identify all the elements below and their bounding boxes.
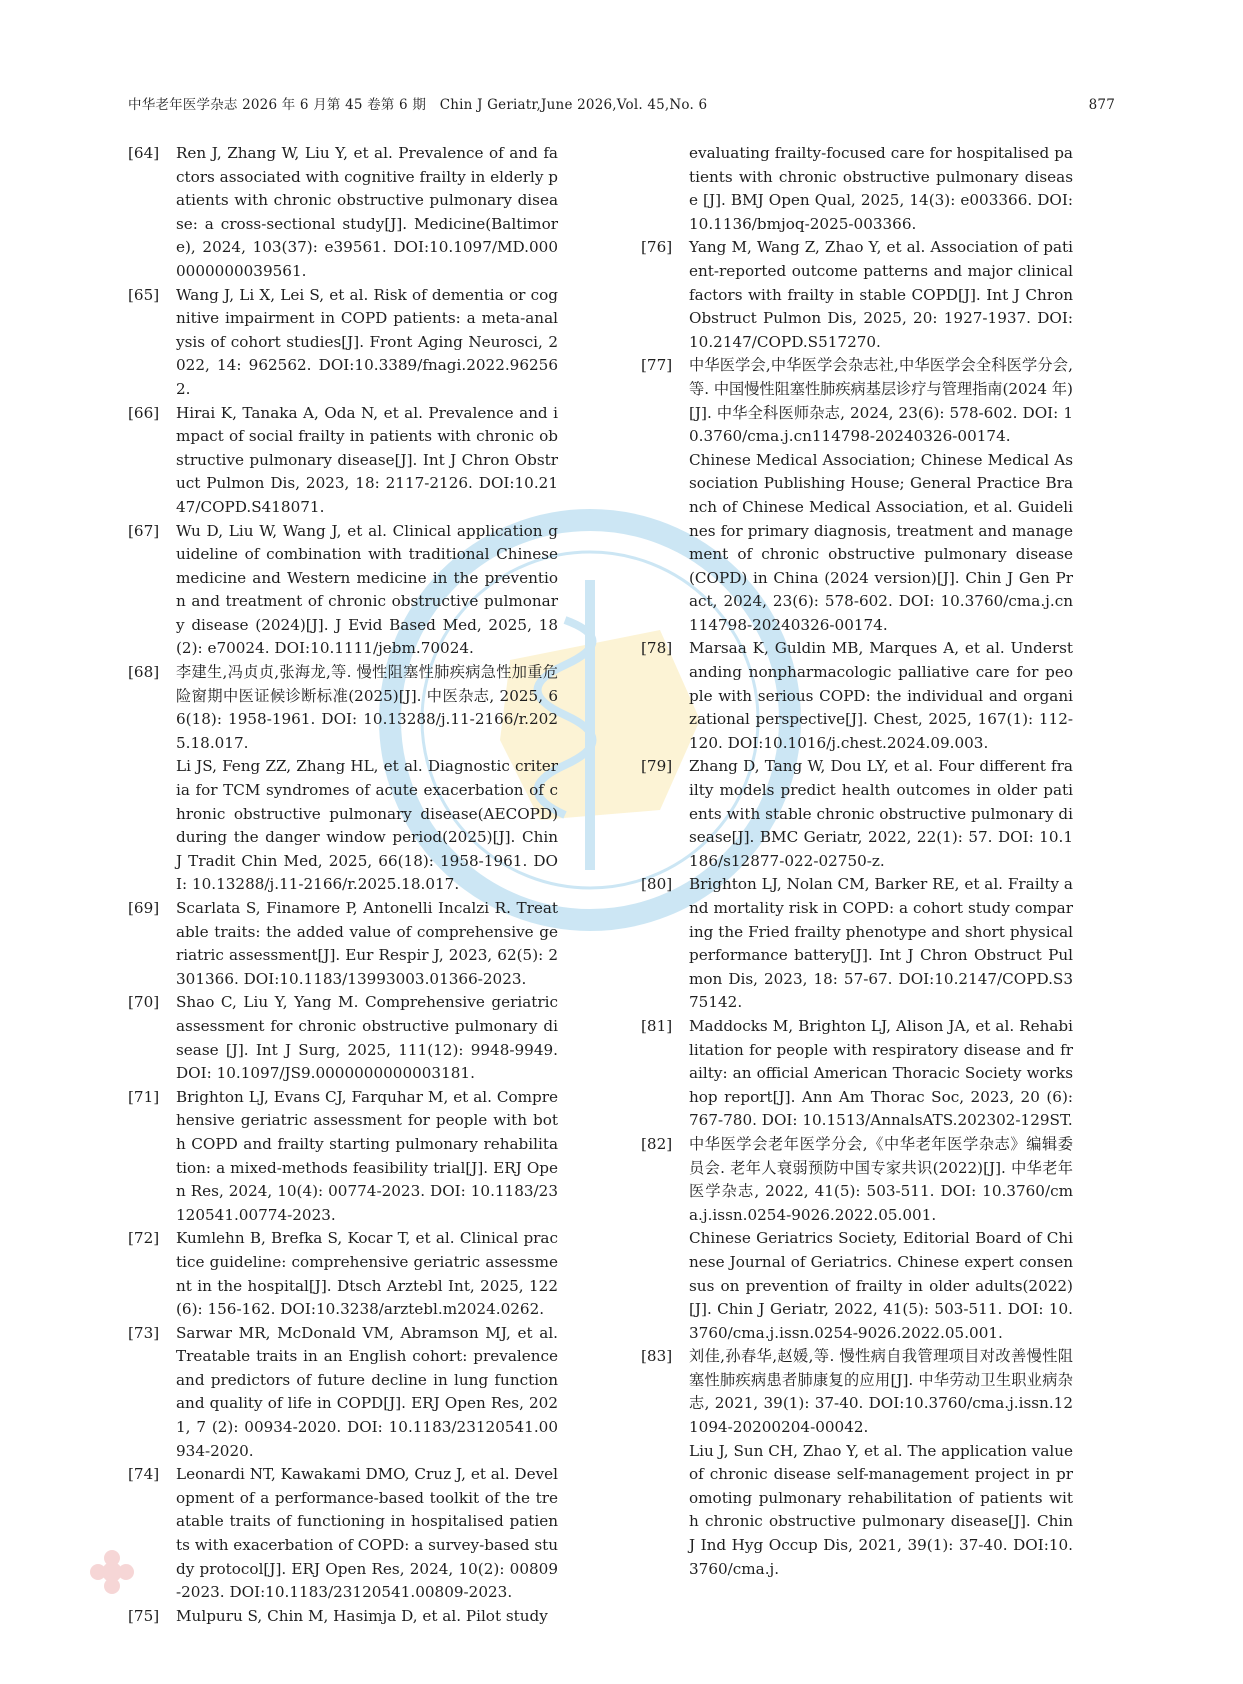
reference-number: [77]	[641, 356, 673, 375]
reference-number: [72]	[128, 1229, 160, 1248]
reference-number: [68]	[128, 663, 160, 682]
reference-number: [73]	[128, 1323, 160, 1342]
reference-text: Mulpuru S, Chin M, Hasimja D, et al. Pilot study	[176, 1606, 548, 1625]
reference-text: Wang J, Li X, Lei S, et al. Risk of dementia or cognitive impairment in COPD patients: a meta-analysis of cohort studies[J]. Front Aging Neurosci, 2022, 14: 962562. DOI:10.3389/fnagi.2022.962562.	[176, 285, 558, 398]
reference-number: [82]	[641, 1134, 673, 1153]
reference-text: Leonardi NT, Kawakami DMO, Cruz J, et al. Development of a performance-based toolkit of the treatable traits of functioning in hospitalised patients with exacerbation of COPD: a survey-based study protocol[J]. ERJ Open Res, 2024, 10(2): 00809-2023. DOI:10.1183/23120541.00809-2023.	[176, 1465, 558, 1602]
reference-column-left	[128, 142, 558, 1628]
reference-entry	[128, 991, 558, 1085]
reference-column-right	[641, 142, 1073, 1581]
reference-entry	[128, 284, 558, 402]
reference-number: [78]	[641, 639, 673, 658]
reference-text: 中华医学会,中华医学会杂志社,中华医学会全科医学分会,等. 中国慢性阻塞性肺疾病基层诊疗与管理指南(2024 年)[J]. 中华全科医师杂志, 2024, 23(6): 578-602. DOI: 10.3760/cma.j.cn114798-20240326-00174.	[689, 356, 1073, 446]
reference-entry	[641, 354, 1073, 637]
reference-text: 李建生,冯贞贞,张海龙,等. 慢性阻塞性肺疾病急性加重危险窗期中医证候诊断标准(2025)[J]. 中医杂志, 2025, 66(18): 1958-1961. DOI: 10.13288/j.11-2166/r.2025.18.017.	[176, 663, 558, 752]
reference-entry	[641, 873, 1073, 1015]
reference-english-translation: Chinese Medical Association; Chinese Medical Association Publishing House; General Practice Branch of Chinese Medical Association, et al. Guidelines for primary diagnosis, treatment and management of chronic obstructive pulmonary disease (COPD) in China (2024 version)[J]. Chin J Gen Pract, 2024, 23(6): 578-602. DOI: 10.3760/cma.j.cn114798-20240326-00174.	[689, 450, 1073, 634]
reference-english-translation: Li JS, Feng ZZ, Zhang HL, et al. Diagnostic criteria for TCM syndromes of acute exacerbation of chronic obstructive pulmonary disease(AECOPD) during the danger window period(2025)[J]. Chin J Tradit Chin Med, 2025, 66(18): 1958-1961. DOI: 10.13288/j.11-2166/r.2025.18.017.	[176, 757, 558, 894]
reference-number: [70]	[128, 993, 160, 1012]
reference-number: [66]	[128, 403, 160, 422]
reference-entry	[128, 1605, 558, 1629]
reference-number: [79]	[641, 757, 673, 776]
reference-text: Sarwar MR, McDonald VM, Abramson MJ, et al. Treatable traits in an English cohort: prevalence and predictors of future decline in lung function and quality of life in COPD[J]. ERJ Open Res, 2021, 7 (2): 00934-2020. DOI: 10.1183/23120541.00934-2020.	[176, 1323, 558, 1460]
running-header	[128, 93, 1115, 117]
reference-number: [71]	[128, 1087, 160, 1106]
reference-75-continuation: evaluating frailty-focused care for hospitalised patients with chronic obstructive pulmonary disease [J]. BMJ Open Qual, 2025, 14(3): e003366. DOI:10.1136/bmjoq-2025-003366.	[689, 144, 1073, 233]
reference-text: Kumlehn B, Brefka S, Kocar T, et al. Clinical practice guideline: comprehensive geriatric assessment in the hospital[J]. Dtsch Arztebl Int, 2025, 122(6): 156-162. DOI:10.3238/arztebl.m2024.0262.	[176, 1229, 558, 1319]
reference-entry	[128, 520, 558, 662]
reference-entry	[128, 897, 558, 991]
reference-entry	[128, 142, 558, 284]
reference-number: [74]	[128, 1465, 160, 1484]
reference-text: Brighton LJ, Nolan CM, Barker RE, et al. Frailty and mortality risk in COPD: a cohort study comparing the Fried frailty phenotype and short physical performance battery[J]. Int J Chron Obstruct Pulmon Dis, 2023, 18: 57-67. DOI:10.2147/COPD.S375142.	[689, 875, 1073, 1012]
reference-entry	[128, 1086, 558, 1228]
reference-number: [75]	[128, 1606, 160, 1625]
reference-entry	[641, 755, 1073, 873]
reference-entry	[641, 236, 1073, 354]
reference-number: [81]	[641, 1016, 673, 1035]
reference-text: Scarlata S, Finamore P, Antonelli Incalzi R. Treatable traits: the added value of comprehensive geriatric assessment[J]. Eur Respir J, 2023, 62(5): 2301366. DOI:10.1183/13993003.01366-2023.	[176, 899, 558, 988]
reference-entry	[128, 1322, 558, 1464]
reference-entry	[641, 637, 1073, 755]
reference-text: Maddocks M, Brighton LJ, Alison JA, et al. Rehabilitation for people with respiratory disease and frailty: an official American Thoracic Society workshop report[J]. Ann Am Thorac Soc, 2023, 20 (6): 767-780. DOI: 10.1513/AnnalsATS.202302-129ST.	[689, 1016, 1073, 1130]
reference-number: [67]	[128, 521, 160, 540]
reference-entry	[128, 1227, 558, 1321]
page-number: 877	[1088, 97, 1115, 113]
reference-english-translation: Liu J, Sun CH, Zhao Y, et al. The application value of chronic disease self-management project in promoting pulmonary rehabilitation of patients with chronic obstructive pulmonary disease[J]. Chin J Ind Hyg Occup Dis, 2021, 39(1): 37-40. DOI:10.3760/cma.j.	[689, 1441, 1073, 1578]
reference-number: [69]	[128, 899, 160, 917]
reference-number: [83]	[641, 1347, 673, 1366]
reference-text: Zhang D, Tang W, Dou LY, et al. Four different frailty models predict health outcomes in older patients with stable chronic obstructive pulmonary disease[J]. BMC Geriatr, 2022, 22(1): 57. DOI: 10.1186/s12877-022-02750-z.	[689, 757, 1073, 870]
reference-text: Wu D, Liu W, Wang J, et al. Clinical application guideline of combination with traditional Chinese medicine and Western medicine in the prevention and treatment of chronic obstructive pulmonary disease (2024)[J]. J Evid Based Med, 2025, 18(2): e70024. DOI:10.1111/jebm.70024.	[176, 521, 558, 658]
reference-number: [65]	[128, 285, 160, 304]
reference-text: Marsaa K, Guldin MB, Marques A, et al. Understanding nonpharmacologic palliative care for people with serious COPD: the individual and organizational perspective[J]. Chest, 2025, 167(1): 112-120. DOI:10.1016/j.chest.2024.09.003.	[689, 639, 1073, 752]
reference-text: 刘佳,孙春华,赵媛,等. 慢性病自我管理项目对改善慢性阻塞性肺疾病患者肺康复的应用[J]. 中华劳动卫生职业病杂志, 2021, 39(1): 37-40. DOI:10.3760/cma.j.issn.121094-20200204-00042.	[689, 1347, 1073, 1437]
reference-text: Shao C, Liu Y, Yang M. Comprehensive geriatric assessment for chronic obstructive pulmonary disease [J]. Int J Surg, 2025, 111(12): 9948-9949. DOI: 10.1097/JS9.0000000000003181.	[176, 993, 558, 1083]
reference-entry	[128, 402, 558, 520]
reference-english-translation: Chinese Geriatrics Society, Editorial Board of Chinese Journal of Geriatrics. Chinese expert consensus on prevention of frailty in older adults(2022)[J]. Chin J Geriatr, 2022, 41(5): 503-511. DOI: 10.3760/cma.j.issn.0254-9026.2022.05.001.	[689, 1229, 1073, 1342]
reference-entry	[641, 1133, 1073, 1345]
journal-citation-line: 中华老年医学杂志 2026 年 6 月第 45 卷第 6 期 Chin J Geriatr,June 2026,Vol. 45,No. 6	[128, 97, 708, 113]
reference-entry	[128, 1463, 558, 1605]
reference-text: 中华医学会老年医学分会,《中华老年医学杂志》编辑委员会. 老年人衰弱预防中国专家共识(2022)[J]. 中华老年医学杂志, 2022, 41(5): 503-511. DOI: 10.3760/cma.j.issn.0254-9026.2022.05.001.	[689, 1134, 1073, 1224]
reference-entry	[128, 661, 558, 897]
reference-entry	[641, 1345, 1073, 1581]
reference-number: [80]	[641, 875, 673, 894]
reference-text: Yang M, Wang Z, Zhao Y, et al. Association of patient-reported outcome patterns and major clinical factors with frailty in stable COPD[J]. Int J Chron Obstruct Pulmon Dis, 2025, 20: 1927-1937. DOI: 10.2147/COPD.S517270.	[689, 238, 1073, 351]
reference-number: [76]	[641, 238, 673, 257]
reference-text: Ren J, Zhang W, Liu Y, et al. Prevalence of and factors associated with cognitive frailty in elderly patients with chronic obstructive pulmonary disease: a cross-sectional study[J]. Medicine(Baltimore), 2024, 103(37): e39561. DOI:10.1097/MD.0000000000039561.	[176, 144, 558, 280]
reference-entry	[641, 1015, 1073, 1133]
reference-text: Brighton LJ, Evans CJ, Farquhar M, et al. Comprehensive geriatric assessment for people with both COPD and frailty starting pulmonary rehabilitation: a mixed-methods feasibility trial[J]. ERJ Open Res, 2024, 10(4): 00774-2023. DOI: 10.1183/23120541.00774-2023.	[176, 1087, 558, 1224]
reference-number: [64]	[128, 144, 160, 162]
reference-text: Hirai K, Tanaka A, Oda N, et al. Prevalence and impact of social frailty in patients with chronic obstructive pulmonary disease[J]. Int J Chron Obstruct Pulmon Dis, 2023, 18: 2117-2126. DOI:10.2147/COPD.S418071.	[176, 403, 558, 516]
